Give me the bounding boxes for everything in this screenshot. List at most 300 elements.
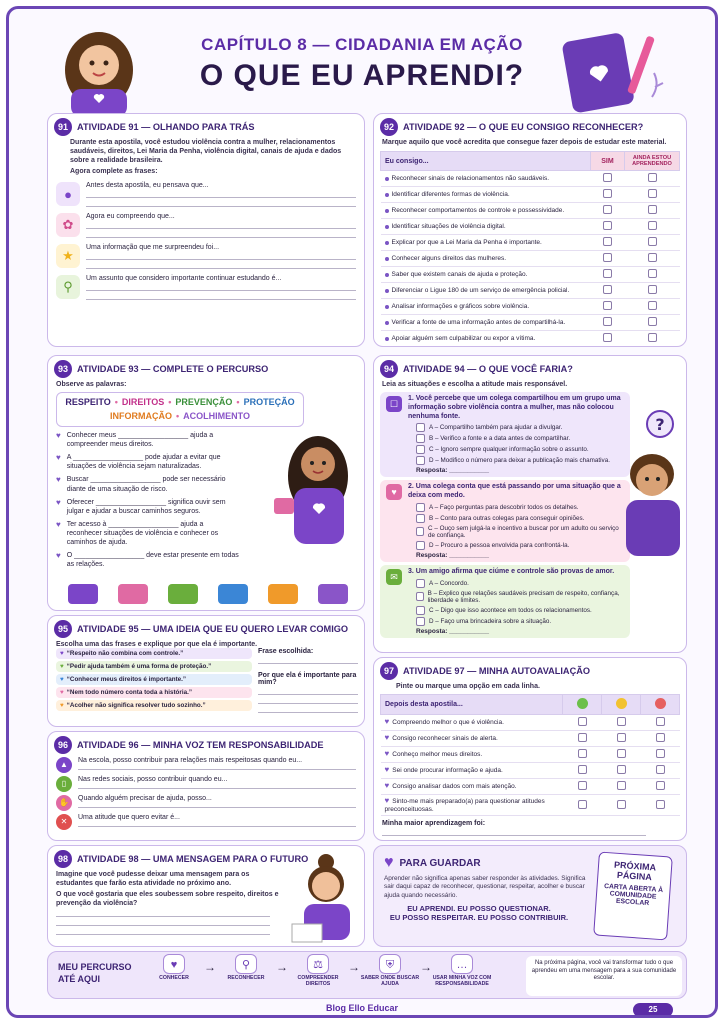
answer-option[interactable] [384,590,626,604]
neutral-checkbox[interactable] [617,765,626,774]
phone-icon: ☐ [386,396,402,412]
self-evaluation-item: Sei onde procurar informação e ajuda. [392,767,503,775]
speech-icon: … [451,954,473,974]
answer-line[interactable] [86,282,356,291]
neutral-checkbox[interactable] [617,717,626,726]
answer-line[interactable] [86,189,356,198]
path-note: Na próxima página, você vai transformar tudo o que aprendeu em uma mensagem para a sua comunidade escolar. [526,956,682,996]
happy-checkbox[interactable] [578,733,587,742]
option-text: A – Faço perguntas para descobrir todos os detalhes. [429,503,579,511]
heart-icon: ♥ [384,796,390,806]
activity-intro: Imagine que você pudesse deixar uma mensagem para os estudantes que farão esta atividade no próximo ano. [56,871,250,888]
yes-checkbox[interactable] [603,237,612,246]
activity-title: ATIVIDADE 92 — O QUE EU CONSIGO RECONHECER? [403,122,644,132]
phrase-option[interactable] [56,687,252,698]
response-field[interactable]: Resposta: ___________ [416,627,489,635]
happy-checkbox[interactable] [578,717,587,726]
word-bank-word: PROTEÇÃO [243,397,295,408]
still-learning-checkbox[interactable] [648,253,657,262]
path-step [216,954,276,982]
sad-checkbox[interactable] [656,800,665,809]
puzzle-piece-icon [318,584,348,604]
answer-line[interactable] [56,917,270,926]
yes-checkbox[interactable] [603,205,612,214]
page-title: O QUE EU APRENDI? [199,59,525,92]
option-checkbox[interactable] [416,503,425,512]
activity-98-card [47,845,365,947]
box-text: Aprender não significa apenas saber responder às atividades. Significa sair daqui capaz de reconhecer, questionar, respeitar, acolher e buscar ajuda quando necessário. [384,875,586,899]
page-header [9,9,715,117]
heart-icon: ♥ [386,484,402,500]
answer-option[interactable] [384,514,626,523]
answer-line[interactable] [86,229,356,238]
activity-intro: Pinte ou marque uma opção em cada linha. [396,683,540,690]
activity-91-card [47,113,365,347]
col-header: Depois desta apostila... [381,695,563,715]
checklist-row [381,235,680,251]
star-icon: ★ [56,244,80,268]
self-evaluation-row [381,715,680,731]
activity-number-badge: 95 [54,620,72,638]
heart-icon: ♥ [60,689,64,696]
footer-blog: Blog Ello Educar [325,1003,398,1013]
responsibility-prompt: Uma atitude que quero evitar é... [78,814,180,821]
answer-line[interactable] [78,764,356,770]
answer-line[interactable] [78,783,356,789]
activity-94-card [373,355,687,653]
sentence-text[interactable]: Conhecer meus __________________ ajuda a compreender meus direitos. [66,432,214,449]
responsibility-prompt: Nas redes sociais, posso contribuir quando eu... [78,776,228,783]
box-title: PARA GUARDAR [399,857,481,869]
word-bank-word: DIREITOS [121,397,165,408]
checklist-item: Explicar por que a Lei Maria da Penha é importante. [391,239,542,247]
answer-line[interactable] [86,198,356,207]
reflection-item [48,244,364,269]
checklist-row [381,203,680,219]
puzzle-piece-icon [68,584,98,604]
phrase-option[interactable] [56,700,252,711]
response-field[interactable]: Resposta: ___________ [416,467,489,475]
reflection-prompt: Uma informação que me surpreendeu foi... [86,244,220,252]
sentence-text[interactable]: A __________________ pode ajudar a evitar que situações de violência sejam naturalizadas. [66,454,221,471]
sentence-text[interactable]: Buscar __________________ pode ser necessário diante de uma situação de risco. [66,476,226,493]
response-field[interactable]: Resposta: ___________ [416,551,489,559]
responsibility-prompt: Na escola, posso contribuir para relações mais respeitosas quando eu... [78,757,303,764]
happy-face-icon [563,695,602,715]
option-text: B – Conto para outras colegas para conseguir opiniões. [429,514,585,522]
still-learning-checkbox[interactable] [648,221,657,230]
option-checkbox[interactable] [416,541,425,550]
neutral-checkbox[interactable] [617,781,626,790]
activity-number-badge: 98 [54,850,72,868]
arrow-icon: → [276,960,288,974]
separator-dot: • [176,410,180,421]
phone-icon: ▯ [56,776,72,792]
puzzle-piece-icon [168,584,198,604]
checklist-row [381,267,680,283]
option-checkbox[interactable] [416,445,425,454]
phrase-text: “Acolher não significa resolver tudo sozinho.” [66,702,206,709]
my-path-strip [47,951,687,999]
path-title: MEU PERCURSO ATÉ AQUI [58,962,132,984]
bullet-icon [385,177,389,181]
scenario-box [380,392,630,477]
yes-checkbox[interactable] [603,221,612,230]
sentence-text[interactable]: Ter acesso à __________________ ajuda a reconhecer situações de violência e conhecer os caminhos de ajuda. [66,520,219,547]
neutral-face-icon [602,695,641,715]
still-learning-checkbox[interactable] [648,237,657,246]
answer-option[interactable] [384,606,626,615]
sentence-text[interactable]: O __________________ deve estar presente em todas as relações. [66,552,239,569]
yes-checkbox[interactable] [603,173,612,182]
still-learning-checkbox[interactable] [648,317,657,326]
next-page-card [593,852,673,941]
answer-line[interactable] [86,260,356,269]
heart-icon: ♥ [384,854,394,871]
responsibility-item [48,776,364,792]
heart-icon: ♥ [384,717,390,727]
responsibility-item [48,814,364,830]
self-evaluation-row [381,731,680,747]
activity-title: ATIVIDADE 94 — O QUE VOCÊ FARIA? [403,364,573,374]
answer-option[interactable] [384,503,626,512]
responsibility-prompt: Quando alguém precisar de ajuda, posso... [78,795,212,802]
heart-icon: ♥ [60,702,64,709]
phrase-option[interactable] [56,648,252,659]
activity-intro: Marque aquilo que você acredita que consegue fazer depois de estudar este material. [382,139,667,146]
scale-icon: ⚖ [307,954,329,974]
answer-line[interactable] [86,291,356,300]
bullet-icon [385,337,389,341]
puzzle-piece-icon [218,584,248,604]
heart-icon: ♥ [60,676,64,683]
heart-icon: ♥ [56,453,61,463]
sentence-text[interactable]: Oferecer __________________ significa ouvir sem julgar e ajudar a buscar caminhos seguros. [66,498,226,515]
checklist-row [381,331,680,347]
answer-option[interactable] [384,525,626,539]
separator-dot: • [236,397,240,408]
yes-checkbox[interactable] [603,285,612,294]
yes-checkbox[interactable] [603,301,612,310]
self-evaluation-item: Consigo analisar dados com mais atenção. [392,783,517,791]
reflection-item [48,275,364,300]
activity-95-card [47,615,365,727]
chat-icon: ✉ [386,569,402,585]
activity-title: ATIVIDADE 98 — UMA MENSAGEM PARA O FUTURO [77,854,309,864]
checklist-item: Identificar diferentes formas de violência. [391,191,510,199]
answer-option[interactable] [384,541,626,550]
still-learning-checkbox[interactable] [648,333,657,342]
checklist-item: Verificar a fonte de uma informação antes de compartilhá-la. [391,319,566,327]
happy-checkbox[interactable] [578,749,587,758]
answer-line[interactable] [56,908,270,917]
page-number: 25 [633,1003,673,1017]
puzzle-piece-icon [118,584,148,604]
sad-checkbox[interactable] [656,749,665,758]
girl-writing-illustration [286,850,362,946]
col-header: Eu consigo... [381,152,591,171]
checklist-item: Apoiar alguém sem culpabilizar ou expor a vítima. [391,335,536,343]
sad-checkbox[interactable] [656,781,665,790]
activity-number-badge: 96 [54,736,72,754]
scenario-box [380,480,630,562]
option-text: B – Verifico a fonte e a data antes de compartilhar. [429,435,571,443]
yes-checkbox[interactable] [603,269,612,278]
answer-line[interactable] [382,836,646,841]
path-step-label: USAR MINHA VOZ COM RESPONSABILIDADE [432,975,492,987]
still-learning-checkbox[interactable] [648,301,657,310]
option-checkbox[interactable] [416,434,425,443]
fill-in-sentence [48,475,248,493]
reflection-item [48,213,364,238]
activity-number-badge: 92 [380,118,398,136]
reflection-prompt: Um assunto que considero importante continuar estudando é... [86,275,282,283]
word-bank-word: ACOLHIMENTO [183,410,250,421]
activity-number-badge: 97 [380,662,398,680]
worksheet-page [6,6,718,1018]
activity-title: ATIVIDADE 96 — MINHA VOZ TEM RESPONSABILIDADE [77,740,324,750]
path-step [360,954,420,988]
separator-dot: • [168,397,172,408]
col-header: SIM [591,152,625,171]
svg-text:?: ? [655,415,665,434]
stop-icon: ✕ [56,814,72,830]
checklist-row [381,251,680,267]
checklist-item: Reconhecer comportamentos de controle e possessividade. [391,207,565,215]
phrase-text: “Respeito não combina com controle.” [66,650,184,657]
bullet-icon [385,305,389,309]
fill-in-sentence [48,551,248,569]
activity-93-card [47,355,365,611]
activity-intro: Durante esta apostila, você estudou violência contra a mulher, relacionamentos saudáveis, direitos, Lei Maria da Penha, violência digital, canais de ajuda e dados sobre a realidade brasileira. [70,139,342,165]
checklist-item: Analisar informações e gráficos sobre violência. [391,303,530,311]
checklist-item: Diferenciar o Ligue 180 de um serviço de emergência policial. [391,287,570,295]
option-text: C – Digo que isso acontece em todos os relacionamentos. [429,606,592,614]
next-page-subtitle: CARTA ABERTA À COMUNIDADE ESCOLAR [603,882,664,908]
puzzle-piece-icon [268,584,298,604]
fill-in-sentence [48,453,248,471]
answer-line[interactable] [86,251,356,260]
why-label: Por que ela é importante para mim? [258,672,357,686]
yes-checkbox[interactable] [603,189,612,198]
path-step [432,954,492,988]
word-bank [56,392,304,427]
activity-97-card [373,657,687,841]
activity-title: ATIVIDADE 97 — MINHA AUTOAVALIAÇÃO [403,666,590,676]
answer-line[interactable] [78,802,356,808]
word-bank-word: INFORMAÇÃO [110,410,172,421]
happy-checkbox[interactable] [578,765,587,774]
self-evaluation-row [381,763,680,779]
path-step-label: COMPREENDER DIREITOS [297,975,339,987]
phrase-option[interactable] [56,674,252,685]
magnifier-icon: ⚲ [56,275,80,299]
head-icon: ● [56,182,80,206]
option-text: A – Concordo. [429,579,469,587]
yes-checkbox[interactable] [603,317,612,326]
bullet-icon [385,273,389,277]
option-checkbox[interactable] [416,592,424,601]
arrow-icon: → [348,960,360,974]
phrase-option[interactable] [56,661,252,672]
scenario-question: 2. Uma colega conta que está passando por uma situação que a deixa com medo. [408,483,621,500]
fill-in-sentence [48,520,248,547]
scenario-box [380,565,630,638]
yes-checkbox[interactable] [603,333,612,342]
self-evaluation-table [380,694,680,816]
scenario-question: 1. Você percebe que um colega compartilhou em um grupo uma informação sobre violência contra a mulher, mas não colocou nenhuma fonte. [408,395,621,420]
answer-option[interactable] [384,617,626,626]
self-evaluation-row [381,795,680,816]
answer-line[interactable] [382,827,646,836]
notebook-illustration [557,27,667,117]
answer-line[interactable] [258,655,358,664]
self-evaluation-row [381,747,680,763]
option-checkbox[interactable] [416,579,425,588]
col-header: AINDA ESTOU APRENDENDO [625,152,680,171]
para-guardar-box [373,845,687,947]
neutral-checkbox[interactable] [617,749,626,758]
activity-intro: Escolha uma das frases e explique por que ela é importante. [56,641,258,648]
checklist-row [381,171,680,187]
heart-icon: ♥ [384,781,390,791]
answer-line[interactable] [258,695,358,704]
bullet-icon [385,209,389,213]
activity-question: O que você gostaria que eles soubessem sobre respeito, direitos e prevenção da violência? [56,891,279,908]
sad-checkbox[interactable] [656,733,665,742]
option-text: D – Modifico o número para deixar a publicação mais chamativa. [429,457,610,465]
heart-icon: ♥ [56,475,61,485]
option-checkbox[interactable] [416,456,425,465]
phrase-text: “Nem todo número conta toda a história.” [66,689,192,696]
still-learning-checkbox[interactable] [648,269,657,278]
activity-title: ATIVIDADE 91 — OLHANDO PARA TRÁS [77,122,255,132]
separator-dot: • [114,397,118,408]
checklist-row [381,299,680,315]
answer-option[interactable] [384,434,626,443]
still-learning-checkbox[interactable] [648,189,657,198]
sad-checkbox[interactable] [656,765,665,774]
arrow-icon: → [420,960,432,974]
neutral-checkbox[interactable] [617,733,626,742]
bullet-icon [385,321,389,325]
heart-icon: ♥ [384,749,390,759]
option-text: D – Faço uma brincadeira sobre a situação. [429,617,552,625]
activity-intro: Observe as palavras: [56,381,127,388]
shield-icon: ⛨ [379,954,401,974]
answer-line[interactable] [56,926,270,935]
option-text: B – Explico que relações saudáveis precisam de respeito, confiança, liberdade e limites. [427,589,620,604]
happy-checkbox[interactable] [578,800,587,809]
word-bank-word: RESPEITO [65,397,111,408]
box-motto: EU POSSO RESPEITAR. EU POSSO CONTRIBUIR. [389,912,569,922]
fill-in-sentence [48,498,248,516]
checklist-item: Saber que existem canais de ajuda e proteção. [391,271,528,279]
path-step [144,954,204,982]
option-text: A – Compartilho também para ajudar a divulgar. [429,424,563,432]
box-motto: EU APRENDI. EU POSSO QUESTIONAR. [407,903,551,913]
answer-line[interactable] [258,686,358,695]
answer-option[interactable] [384,579,626,588]
chapter-heading: CAPÍTULO 8 — CIDADANIA EM AÇÃO [201,35,523,54]
activity-number-badge: 93 [54,360,72,378]
chosen-phrase-label: Frase escolhida: [258,648,314,655]
still-learning-checkbox[interactable] [648,285,657,294]
yes-checkbox[interactable] [603,253,612,262]
bullet-icon [385,193,389,197]
school-icon: ▲ [56,757,72,773]
self-evaluation-item: Consigo reconhecer sinais de alerta. [392,735,498,743]
activity-number-badge: 94 [380,360,398,378]
answer-line[interactable] [258,704,358,713]
brain-icon: ✿ [56,213,80,237]
activity-prompt: Agora complete as frases: [70,168,158,176]
scenario-question: 3. Um amigo afirma que ciúme e controle são provas de amor. [408,567,615,575]
sad-checkbox[interactable] [656,717,665,726]
answer-option[interactable] [384,445,626,454]
option-checkbox[interactable] [416,527,424,536]
next-page-title: PRÓXIMA PÁGINA [613,859,657,883]
still-learning-checkbox[interactable] [648,205,657,214]
neutral-checkbox[interactable] [617,800,626,809]
bullet-icon [385,225,389,229]
helping-hand-icon: ✋ [56,795,72,811]
checklist-item: Conhecer alguns direitos das mulheres. [391,255,507,263]
arrow-icon: → [204,960,216,974]
activity-title: ATIVIDADE 93 — COMPLETE O PERCURSO [77,364,269,374]
bullet-icon [385,257,389,261]
answer-option[interactable] [384,456,626,465]
path-step-label: RECONHECER [227,975,265,981]
happy-checkbox[interactable] [578,781,587,790]
heart-icon: ♥ [56,551,61,561]
bullet-icon [385,241,389,245]
option-checkbox[interactable] [416,514,425,523]
heart-icon: ♥ [384,733,390,743]
checklist-row [381,315,680,331]
activity-96-card [47,731,365,841]
answer-line[interactable] [78,821,356,827]
heart-icon: ♥ [384,765,390,775]
answer-line[interactable] [86,220,356,229]
option-checkbox[interactable] [416,617,425,626]
responsibility-item [48,757,364,773]
biggest-learning-label: Minha maior aprendizagem foi: [382,820,486,828]
reflection-item [48,182,364,207]
path-step-label: CONHECER [159,975,189,981]
still-learning-checkbox[interactable] [648,173,657,182]
path-step [288,954,348,988]
option-text: C – Ignoro sempre qualquer informação sobre o assunto. [429,446,589,454]
bullet-icon [385,289,389,293]
magnifier-icon: ⚲ [235,954,257,974]
activity-intro: Leia as situações e escolha a atitude mais responsável. [382,381,568,388]
activity-title: ATIVIDADE 95 — UMA IDEIA QUE EU QUERO LEVAR COMIGO [77,624,349,634]
option-checkbox[interactable] [416,423,425,432]
thinking-boy-illustration [612,408,686,568]
heart-icon: ♥ [60,663,64,670]
responsibility-item [48,795,364,811]
self-evaluation-row [381,779,680,795]
checklist-row [381,283,680,299]
answer-option[interactable] [384,423,626,432]
heart-icon: ♥ [56,497,61,507]
option-checkbox[interactable] [416,606,425,615]
reflection-prompt: Agora eu compreendo que... [86,213,175,221]
checklist-row [381,219,680,235]
heart-icon: ♥ [56,431,61,441]
self-evaluation-item: Sinto-me mais preparado(a) para questionar atitudes preconceituosas. [384,798,545,813]
